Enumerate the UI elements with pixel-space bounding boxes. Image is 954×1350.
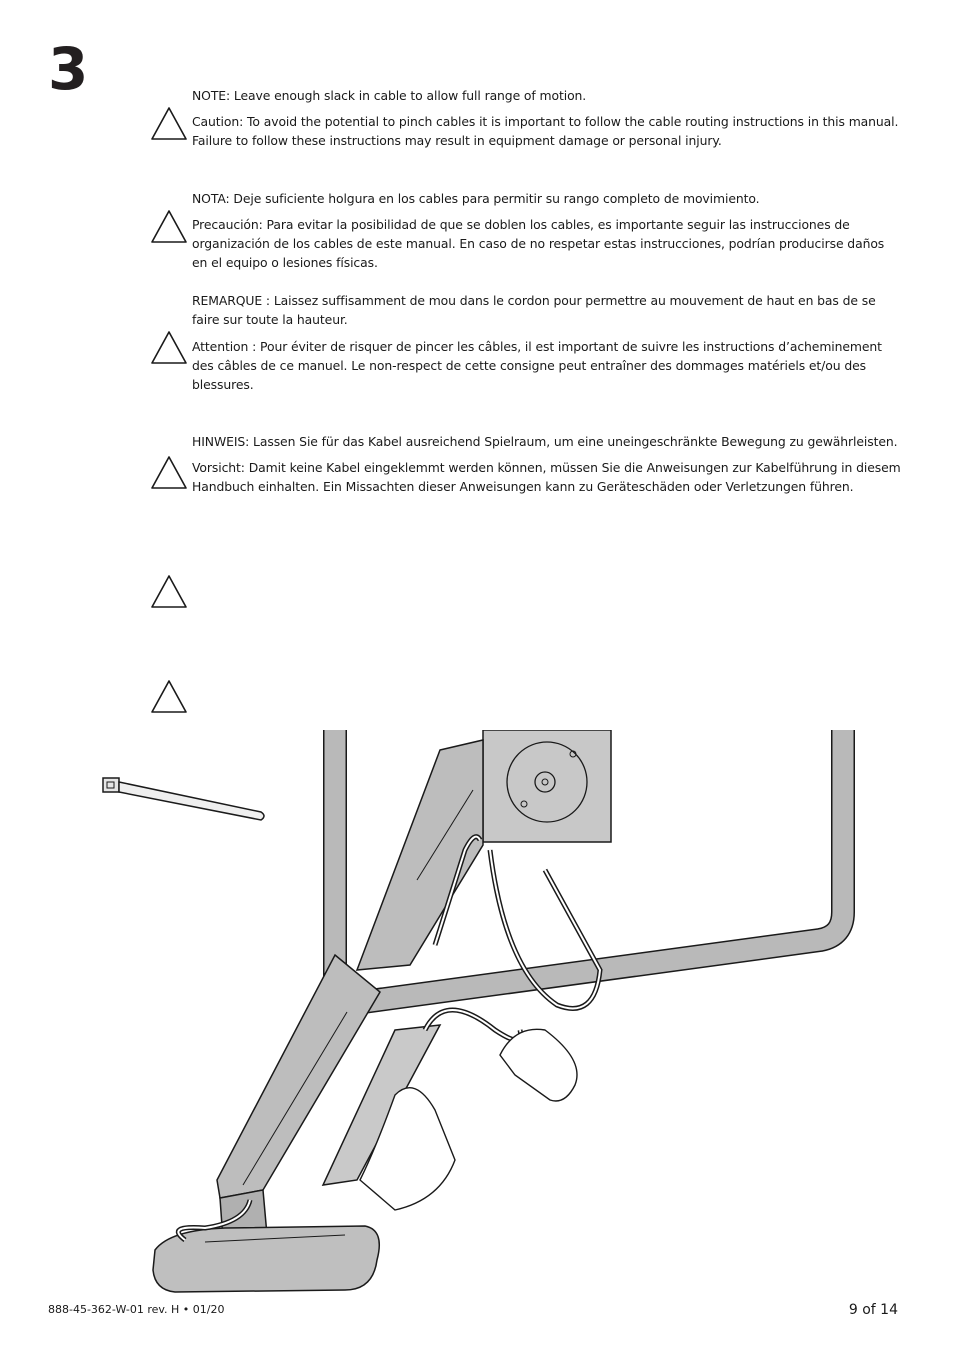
note-fr: REMARQUE : Laissez suffisamment de mou dans le cordon pour permettre au mouvement de haut en bas de se faire sur toute la hauteur. (192, 293, 876, 327)
note-es: NOTA: Deje suficiente holgura en los cables para permitir su rango completo de movimiento. (192, 191, 760, 206)
cable-tie-icon (103, 778, 264, 820)
warning-triangle-icon (150, 455, 188, 491)
document-code: 888-45-362-W-01 rev. H • 01/20 (48, 1303, 225, 1316)
warning-triangle-icon (150, 679, 188, 715)
caution-de: Vorsicht: Damit keine Kabel eingeklemmt werden können, müssen Sie die Anweisungen zur Kabelführung in diesem Handbuch einhalten. Ein Missachten dieser Anweisungen kann zu Geräteschäden oder Verletzungen führen. (192, 460, 901, 494)
note-en: NOTE: Leave enough slack in cable to allow full range of motion. (192, 88, 587, 103)
caution-en: Caution: To avoid the potential to pinch cables it is important to follow the cable routing instructions in this manual. Failure to follow these instructions may result in equipment damage or personal injury. (192, 114, 899, 148)
page-number: 9 of 14 (848, 1302, 898, 1318)
caution-es: Precaución: Para evitar la posibilidad de que se doblen los cables, es importante seguir las instrucciones de organización de los cables de este manual. En caso de no respetar estas instrucciones, podrían producirse daños en el equipo o lesiones físicas. (192, 217, 885, 270)
warning-triangle-icon (150, 209, 188, 245)
step-number: 3 (48, 35, 89, 103)
warning-triangle-icon (150, 106, 188, 142)
vesa-plate (483, 730, 611, 842)
note-de: HINWEIS: Lassen Sie für das Kabel ausreichend Spielraum, um eine uneingeschränkte Bewegung zu gewährleisten. (192, 434, 898, 449)
cable-routing-illustration (95, 730, 855, 1300)
caution-fr: Attention : Pour éviter de risquer de pincer les câbles, il est important de suivre les instructions d’acheminement des câbles de ce manuel. Le non-respect de cette consigne peut entraîner des dommages matériels et/ou des blessures. (192, 339, 882, 392)
warning-triangle-icon (150, 330, 188, 366)
warning-triangle-icon (150, 574, 188, 610)
